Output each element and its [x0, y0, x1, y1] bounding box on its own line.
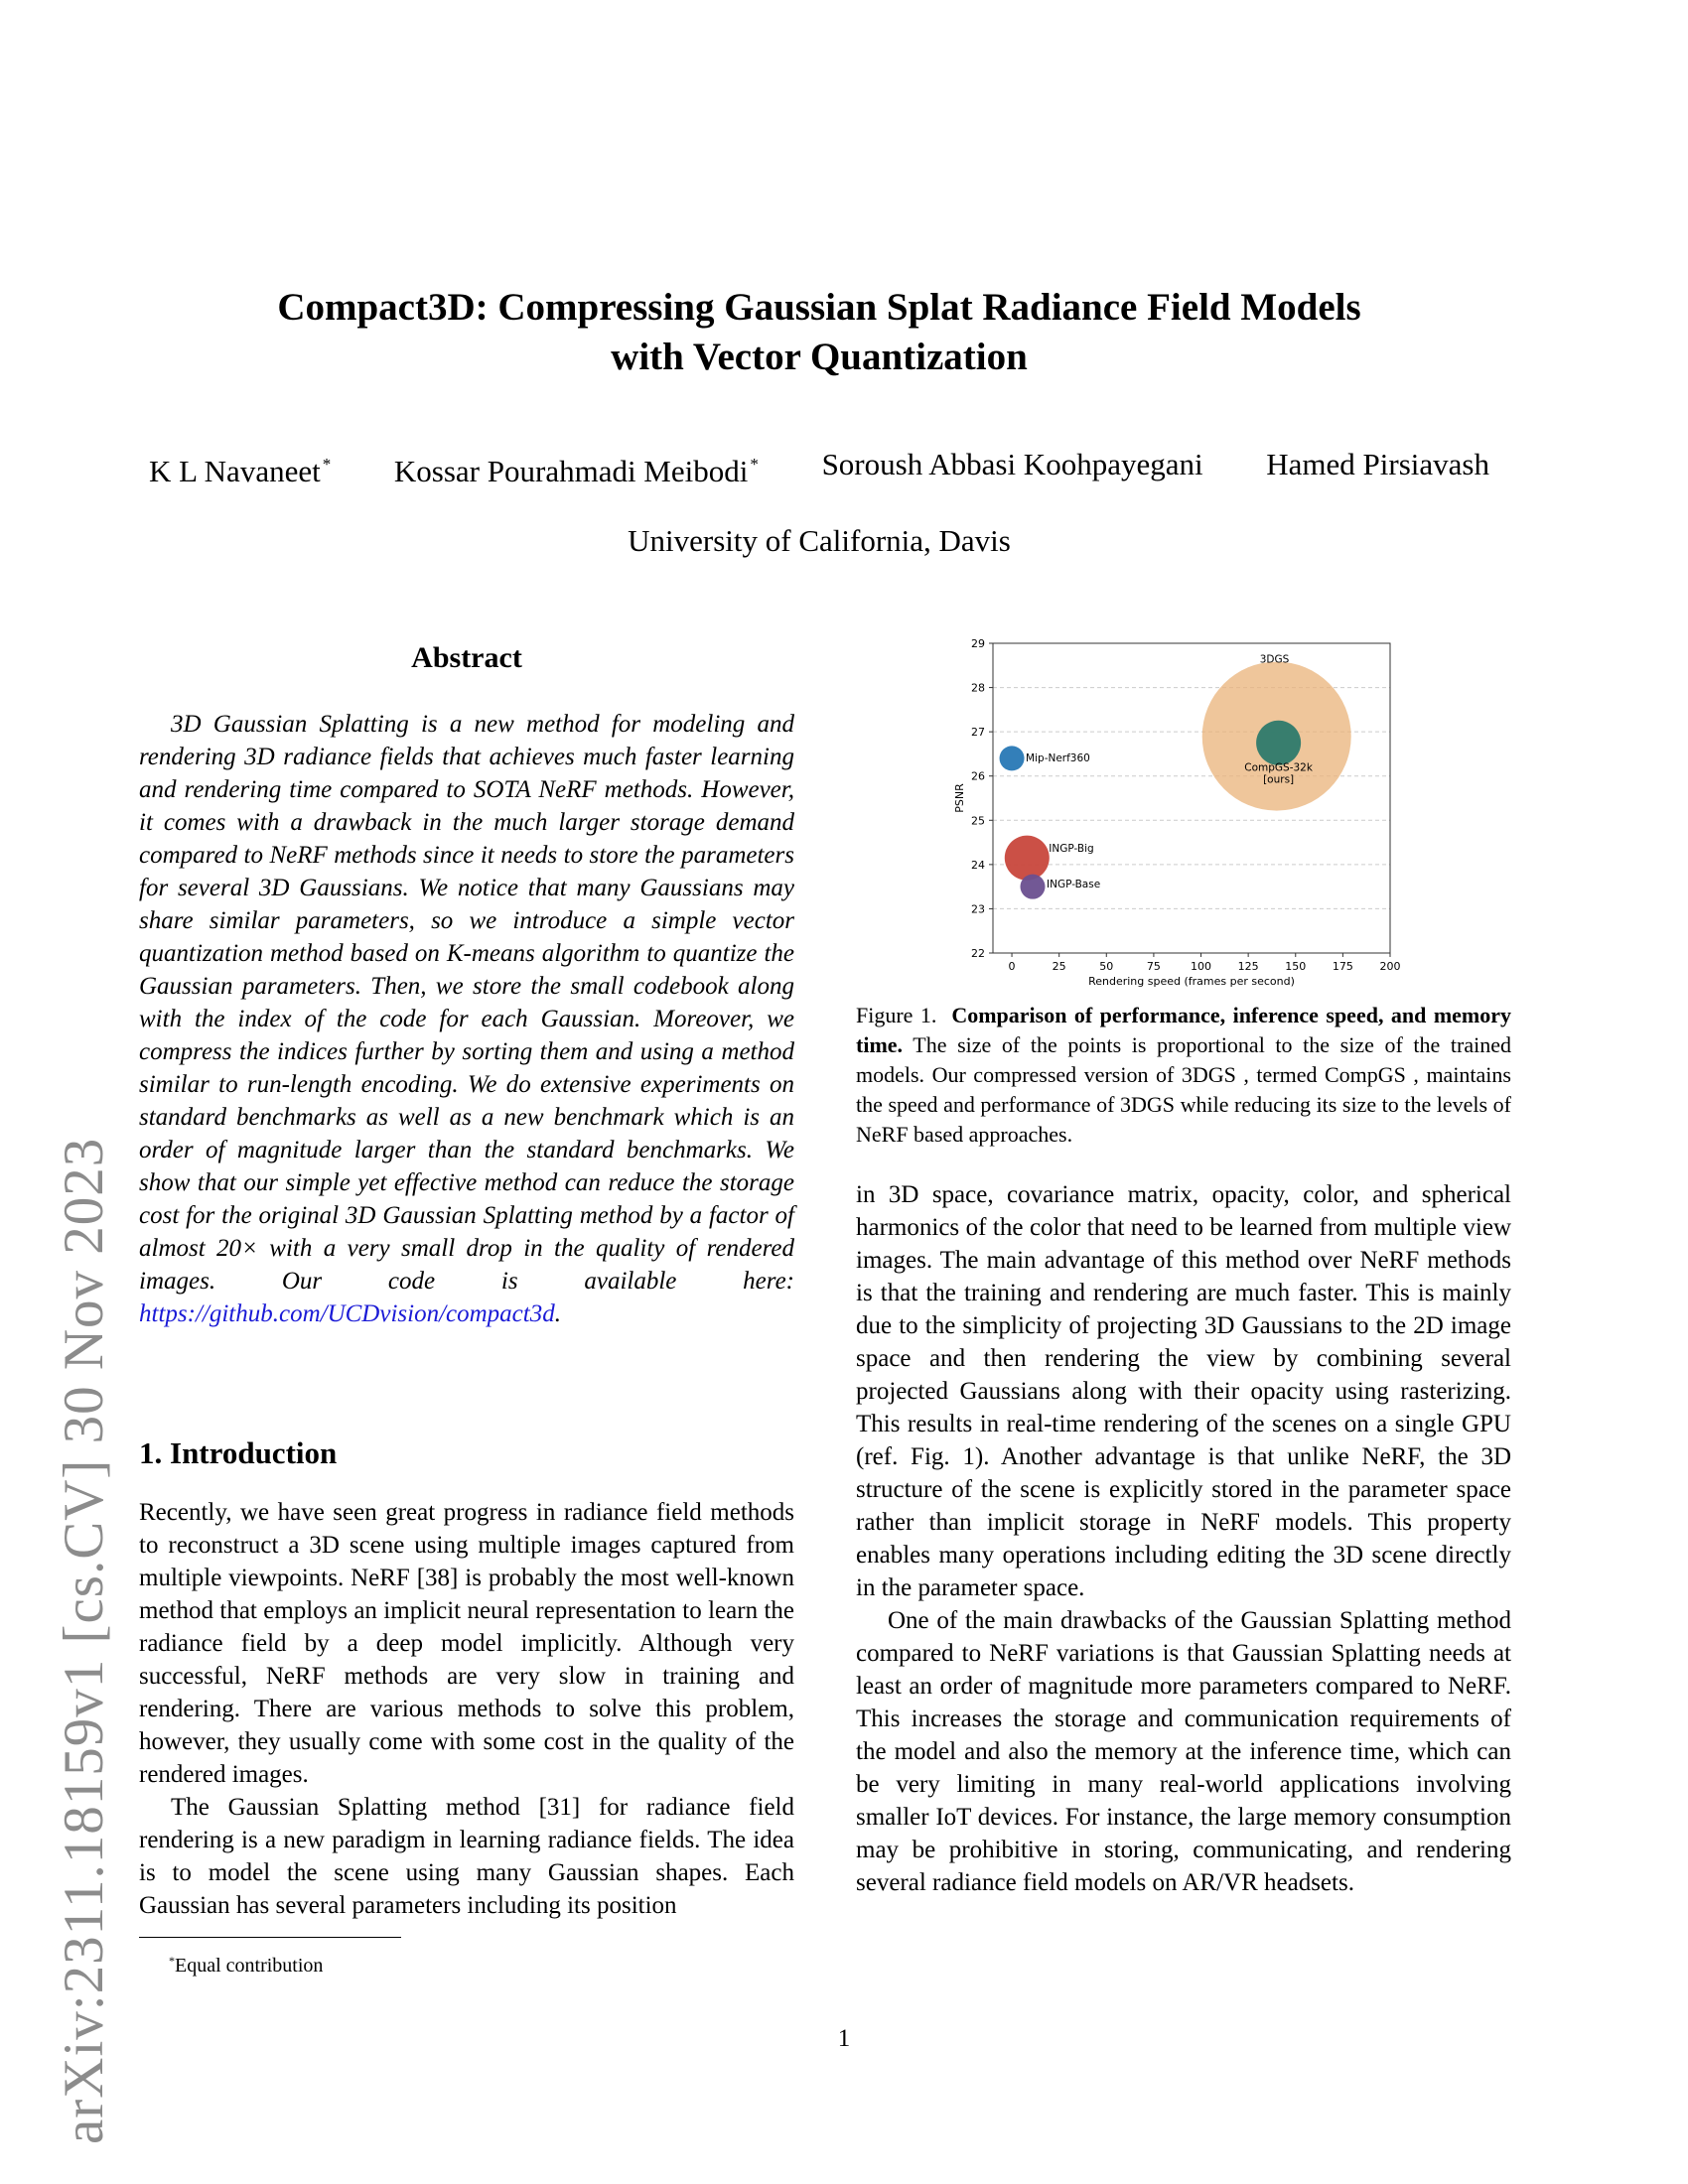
x-tick-label: 25 [1052, 960, 1066, 973]
y-tick-label: 29 [971, 637, 985, 650]
y-tick-label: 24 [971, 858, 985, 872]
x-tick-label: 125 [1237, 960, 1259, 973]
intro-paragraph-1: Recently, we have seen great progress in radiance field methods to reconstruct a 3D scene using multiple images captured from multiple viewpoints. NeRF [38] is probably the most well-known method that employs an implicit neural representation to learn the radiance field by a deep model implicitly. Although very successful, NeRF methods are very slow in training and rendering. There are various methods to solve this problem, however, they usually come with some cost in the quality of the rendered images. [139, 1499, 794, 1788]
x-tick-label: 150 [1285, 960, 1307, 973]
arxiv-stamp: arXiv:2311.18159v1 [cs.CV] 30 Nov 2023 [53, 1137, 115, 2144]
section-heading: 1. Introduction [139, 1435, 338, 1470]
paper-title [149, 283, 1489, 382]
point-label: Mip-Nerf360 [1026, 751, 1090, 764]
point-label: INGP-Big [1049, 843, 1094, 856]
x-tick-label: 100 [1191, 960, 1212, 973]
x-tick-label: 175 [1332, 960, 1353, 973]
x-tick-label: 0 [1008, 960, 1016, 973]
y-tick-label: 27 [971, 726, 985, 740]
y-tick-label: 22 [971, 947, 985, 960]
x-tick-label: 200 [1379, 960, 1401, 973]
right-paragraph-2: One of the main drawbacks of the Gaussian Splatting method compared to NeRF variations is that Gaussian Splatting needs at least an order of magnitude more parameters compared to NeRF. This increases the storage and communication requirements of the model and also the memory at the inference time, which can be very limiting in many real-world applications involving smaller IoT devices. For instance, the large memory consumption may be prohibitive in storing, communicating, and rendering several radiance field models on AR/VR headsets. [856, 1607, 1511, 1896]
footnote-rule [139, 1937, 401, 1938]
author: K L Navaneet * [149, 454, 332, 488]
intro-paragraph-2: The Gaussian Splatting method [31] for radiance field rendering is a new paradigm in learning radiance fields. The idea is to model the scene using many Gaussian shapes. Each Gaussian has several parameters including its position [139, 1794, 794, 1919]
point-label: [ours] [1263, 773, 1295, 786]
scatter-point [1000, 746, 1025, 770]
right-paragraph-1: in 3D space, covariance matrix, opacity, color, and spherical harmonics of the color that need to be learned from multiple view images. The main advantage of this method over NeRF methods is that the training and rendering are much faster. This is mainly due to the simplicity of projecting 3D Gaussians to the 2D image space and then rendering the view by combining several projected Gaussians along with their opacity using rasterizing. This results in real-time rendering of the scenes on a single GPU (ref. Fig. 1). Another advantage is that unlike NeRF, the 3D structure of the scene is explicitly stored in the parameter space rather than implicit storage in NeRF models. This property enables many operations including editing the 3D scene directly in the parameter space. [856, 1181, 1511, 1601]
y-tick-label: 23 [971, 902, 985, 916]
right-column-body [856, 1178, 1511, 1899]
figure-1-chart [933, 635, 1430, 993]
author: Kossar Pourahmadi Meibodi * [393, 454, 759, 488]
figure-caption: Figure 1. Comparison of performance, inference speed, and memory time. The size of the points is proportional to the size of the trained models. Our compressed version of 3DGS , termed CompGS , maintains the speed and performance of 3DGS while reducing its size to the levels of NeRF based approaches. [856, 1003, 1512, 1147]
x-axis-label: Rendering speed (frames per second) [1088, 975, 1295, 988]
author: Hamed Pirsiavash [1266, 447, 1489, 481]
intro-body [139, 1496, 794, 1922]
y-tick-label: 26 [971, 769, 985, 783]
scatter-point [1256, 721, 1301, 765]
author: Soroush Abbasi Koohpayegani [821, 447, 1203, 481]
footnote: *Equal contribution [169, 1954, 324, 1977]
scatter-point [1005, 836, 1050, 881]
scatter-point [1021, 875, 1046, 899]
point-label: CompGS-32k [1244, 761, 1313, 774]
y-tick-label: 25 [971, 814, 985, 828]
affiliation: University of California, Davis [628, 523, 1011, 558]
x-tick-label: 50 [1099, 960, 1114, 973]
abstract-heading: Abstract [411, 641, 522, 674]
code-link[interactable]: https://github.com/UCDvision/compact3d [139, 1300, 555, 1327]
y-axis-label: PSNR [953, 783, 966, 813]
x-tick-label: 75 [1146, 960, 1161, 973]
title-line-1: Compact3D: Compressing Gaussian Splat Radiance Field Models [277, 286, 1361, 329]
abstract-body: 3D Gaussian Splatting is a new method for modeling and rendering 3D radiance fields that achieves much faster learning and rendering time compared to SOTA NeRF methods. However, it comes with a drawback in the much larger storage demand compared to NeRF methods since it needs to store the parameters for several 3D Gaussians. We notice that many Gaussians may share similar parameters, so we introduce a simple vector quantization method based on K-means algorithm to quantize the Gaussian parameters. Then, we store the small codebook along with the index of the code for each Gaussian. Moreover, we compress the indices further by sorting them and using a method similar to run-length encoding. We do extensive experiments on standard benchmarks as well as a new benchmark which is an order of magnitude larger than the standard benchmarks. We show that our simple yet effective method can reduce the storage cost for the original 3D Gaussian Splatting method by a factor of almost 20× with a very small drop in the quality of rendered images. Our code is available here: https://github.com/UCDvision/compact3d. [139, 711, 794, 1327]
point-label: 3DGS [1259, 653, 1290, 666]
y-tick-label: 28 [971, 681, 985, 695]
title-line-2: with Vector Quantization [611, 336, 1028, 378]
author-list [149, 445, 1489, 491]
page-number: 1 [837, 2025, 851, 2052]
point-label: INGP-Base [1047, 879, 1101, 891]
